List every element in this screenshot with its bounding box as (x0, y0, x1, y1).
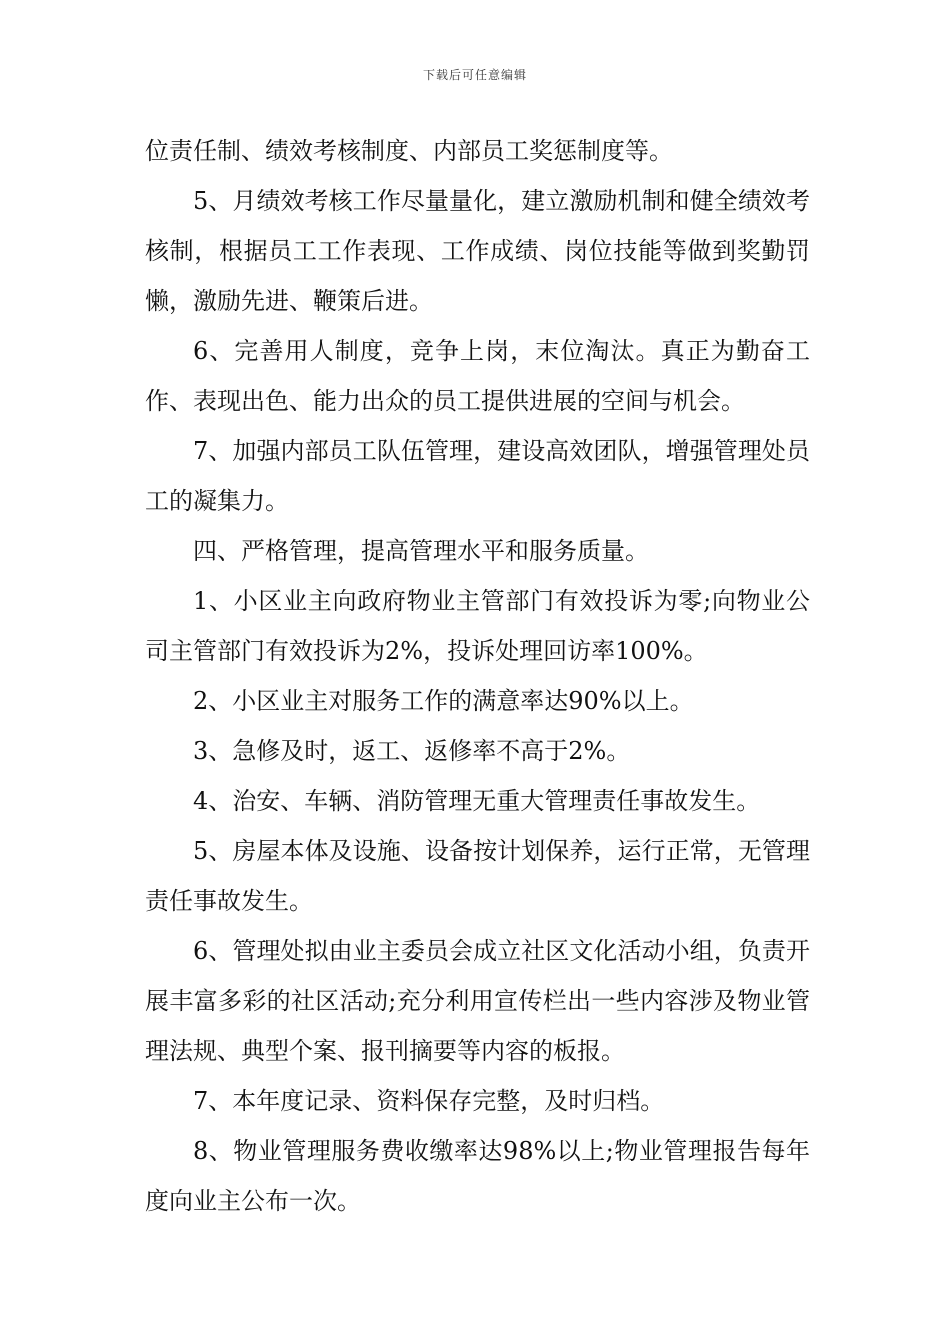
paragraph: 8、物业管理服务费收缴率达98%以上;物业管理报告每年度向业主公布一次。 (145, 1137, 810, 1215)
section-heading: 四、严格管理，提高管理水平和服务质量。 (193, 537, 649, 565)
paragraph: 7、加强内部员工队伍管理，建设高效团队，增强管理处员工的凝集力。 (145, 437, 810, 515)
page-header: 下载后可任意编辑 (422, 68, 527, 82)
paragraph: 6、完善用人制度，竞争上岗，末位淘汰。真正为勤奋工作、表现出色、能力出众的员工提供进展的空间与机会。 (145, 337, 810, 415)
paragraph: 6、管理处拟由业主委员会成立社区文化活动小组，负责开展丰富多彩的社区活动;充分利用宣传栏出一些内容涉及物业管理法规、典型个案、报刊摘要等内容的板报。 (145, 937, 810, 1065)
document-body (145, 126, 810, 1226)
paragraph: 1、小区业主向政府物业主管部门有效投诉为零;向物业公司主管部门有效投诉为2%，投诉处理回访率100%。 (145, 587, 810, 665)
paragraph: 5、月绩效考核工作尽量量化，建立激励机制和健全绩效考核制，根据员工工作表现、工作成绩、岗位技能等做到奖勤罚懒，激励先进、鞭策后进。 (145, 187, 810, 315)
paragraph: 5、房屋本体及设施、设备按计划保养，运行正常，无管理责任事故发生。 (145, 837, 810, 915)
paragraph: 7、本年度记录、资料保存完整，及时归档。 (193, 1087, 665, 1115)
paragraph: 4、治安、车辆、消防管理无重大管理责任事故发生。 (193, 787, 761, 815)
paragraph: 位责任制、绩效考核制度、内部员工奖惩制度等。 (145, 137, 673, 165)
paragraph: 3、急修及时，返工、返修率不高于2%。 (193, 737, 631, 765)
paragraph: 2、小区业主对服务工作的满意率达90%以上。 (193, 687, 694, 715)
